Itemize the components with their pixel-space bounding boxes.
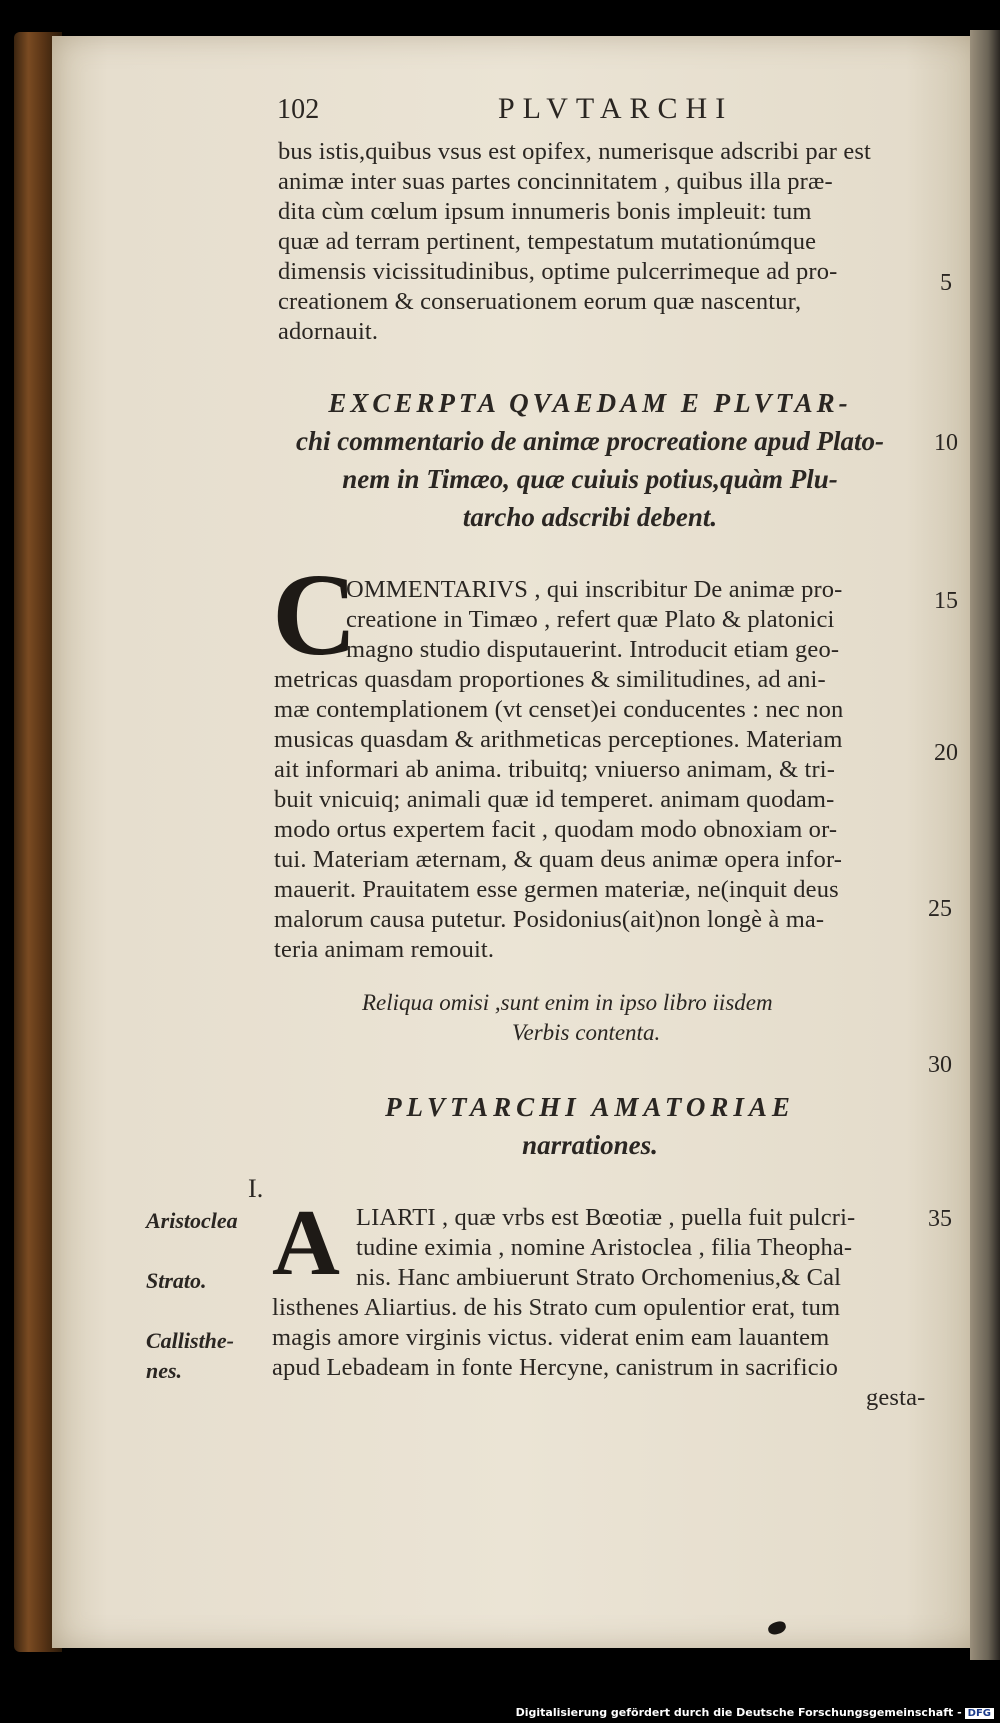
margin-note: nes. [146, 1358, 183, 1383]
line-number: 10 [934, 430, 958, 456]
text-line: magno studio disputauerint. Introducit etiam geo- [346, 636, 840, 663]
dfg-logo: DFG [965, 1708, 994, 1719]
page-number: 102 [277, 94, 320, 125]
text-line: quæ ad terram pertinent, tempestatum mutationúmque [278, 228, 817, 255]
section-heading: EXCERPTA QVAEDAM E PLVTAR- [328, 388, 852, 418]
margin-note: Aristoclea [146, 1208, 238, 1233]
top-border [0, 0, 1000, 30]
text-line: creatione in Timæo , refert quæ Plato & platonici [346, 606, 835, 633]
text-line: tui. Materiam æternam, & quam deus animæ opera infor- [274, 846, 843, 873]
text-line: adornauit. [278, 318, 379, 345]
section-heading: PLVTARCHI AMATORIAE [385, 1092, 795, 1122]
text-line: tudine eximia , nomine Aristoclea , filia Theopha- [356, 1234, 853, 1261]
text-line: mauerit. Prauitatem esse germen materiæ, ne(inquit deus [274, 876, 839, 903]
text-line: musicas quasdam & arithmeticas perceptiones. Materiam [274, 726, 843, 753]
catchword: gesta- [866, 1384, 926, 1411]
text-line: modo ortus expertem facit , quodam modo obnoxiam or- [274, 816, 838, 843]
text-line: dita cùm cœlum ipsum innumeris bonis impleuit: tum [278, 198, 812, 225]
drop-cap: A [272, 1191, 340, 1295]
line-number: 20 [934, 740, 958, 766]
text-line: dimensis vicissitudinibus, optime pulcerrimeque ad pro- [278, 258, 838, 285]
section-heading: narrationes. [522, 1130, 658, 1160]
section-heading: tarcho adscribi debent. [462, 502, 718, 532]
text-line: animæ inter suas partes concinnitatem , quibus illa præ- [278, 168, 833, 195]
margin-note: Callisthe- [146, 1328, 235, 1353]
line-number: 35 [928, 1206, 952, 1232]
text-line: creationem & conseruationem eorum quæ nascentur, [278, 288, 802, 315]
text-line: malorum causa putetur. Posidonius(ait)non longè à ma- [274, 906, 825, 933]
text-line: OMMENTARIVS , qui inscribitur De animæ pro- [346, 576, 843, 603]
credit-text: Digitalisierung gefördert durch die Deutsche Forschungsgemeinschaft - [515, 1706, 962, 1719]
text-line: teria animam remouit. [274, 936, 495, 963]
section-heading: chi commentario de animæ procreatione apud Plato- [296, 426, 884, 456]
text-line: buit vnicuiq; animali quæ id temperet. animam quodam- [274, 786, 835, 813]
text-line: metricas quasdam proportiones & similitudines, ad ani- [274, 666, 826, 693]
text-line: magis amore virginis victus. viderat enim eam lauantem [272, 1324, 830, 1351]
text-line: apud Lebadeam in fonte Hercyne, canistrum in sacrificio [272, 1354, 839, 1381]
running-title: PLVTARCHI [498, 92, 734, 125]
line-number: 25 [928, 896, 952, 922]
closing-note: Verbis contenta. [512, 1020, 661, 1045]
digitization-credit [516, 1706, 994, 1719]
chapter-numeral: I. [248, 1174, 264, 1203]
text-line: ait informari ab anima. tribuitq; vniuerso animam, & tri- [274, 756, 836, 783]
text-line: listhenes Aliartius. de his Strato cum opulentior erat, tum [272, 1294, 841, 1321]
text-line: LIARTI , quæ vrbs est Bœotiæ , puella fuit pulcri- [356, 1204, 856, 1231]
closing-note: Reliqua omisi ,sunt enim in ipso libro iisdem [362, 990, 773, 1015]
page-edge [970, 30, 1000, 1660]
text-line: nis. Hanc ambiuerunt Strato Orchomenius,& Cal [356, 1264, 842, 1291]
line-number: 5 [940, 270, 952, 296]
text-line: bus istis,quibus vsus est opifex, numerisque adscribi par est [278, 138, 871, 165]
drop-cap: C [272, 549, 358, 680]
line-number: 15 [934, 588, 958, 614]
line-number: 30 [928, 1052, 952, 1078]
margin-note: Strato. [146, 1268, 207, 1293]
section-heading: nem in Timæo, quæ cuiuis potius,quàm Plu- [342, 464, 838, 494]
text-line: mæ contemplationem (vt censet)ei conducentes : nec non [274, 696, 844, 723]
